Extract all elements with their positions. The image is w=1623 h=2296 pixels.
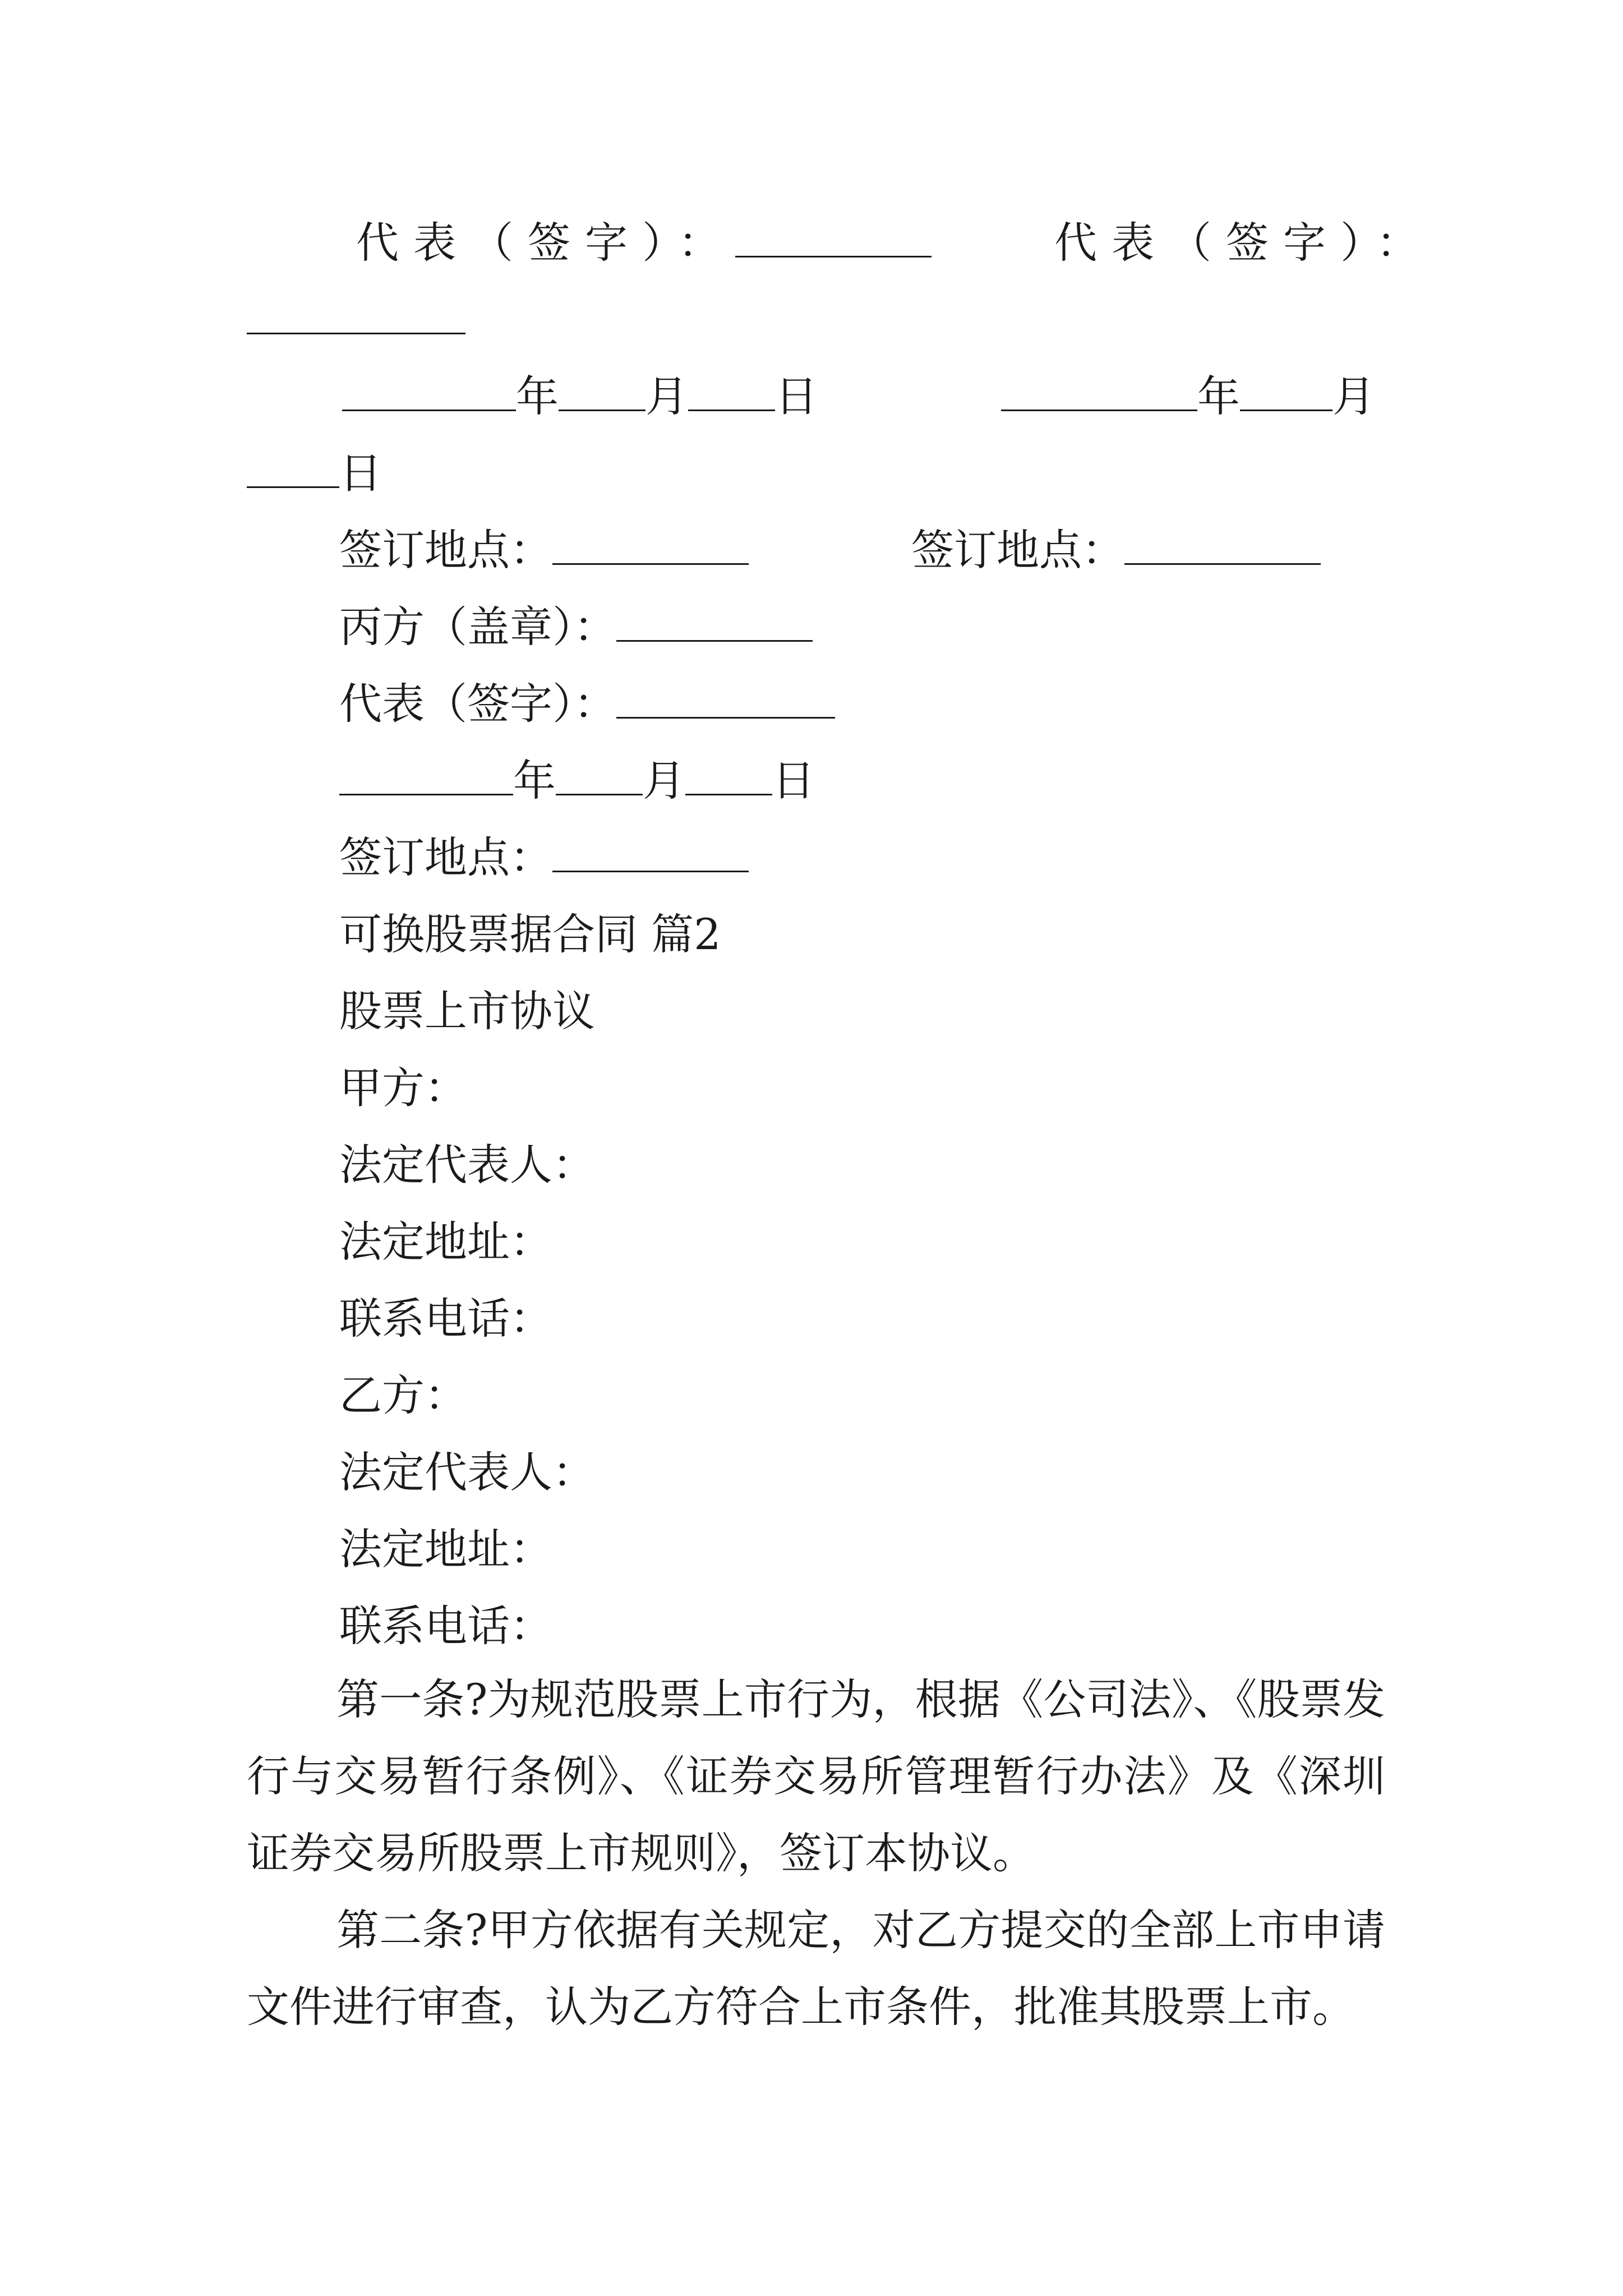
party-c-year-blank (339, 759, 513, 795)
party-c-place-blank (552, 836, 749, 872)
party-c-month-blank (556, 759, 643, 795)
party-a-legal-rep: 法定代表人： (339, 1140, 595, 1190)
party-a-phone: 联系电话： (339, 1294, 552, 1343)
article-2: 第二条?甲方依据有关规定，对乙方提交的全部上市申请文件进行审查，认为乙方符合上市条件，批准其股票上市。 (247, 1905, 1385, 2032)
day-label-right: 日 (339, 448, 382, 498)
party-b-address: 法定地址： (339, 1524, 552, 1574)
party-c-date-row (339, 750, 815, 812)
signature-row-1 (356, 212, 932, 274)
party-c-row (339, 596, 813, 658)
rep-label-left: 代表（签字）： (356, 218, 735, 268)
month-blank (559, 375, 645, 411)
month-label: 月 (645, 371, 688, 421)
party-b-label: 乙方： (339, 1370, 467, 1420)
party-c-year-label: 年 (513, 756, 556, 806)
party-c-month-label: 月 (643, 756, 685, 806)
day-blank (688, 375, 775, 411)
article-1: 第一条?为规范股票上市行为，根据《公司法》、《股票发行与交易暂行条例》、《证券交易所管理暂行办法》及《深圳证券交易所股票上市规则》，签订本协议。 (247, 1674, 1385, 1878)
party-b-legal-rep: 法定代表人： (339, 1447, 595, 1497)
party-c-rep-row (339, 673, 835, 735)
date-row-right-cont (247, 443, 382, 504)
place-blank-right (1124, 528, 1321, 565)
party-c-place-row (339, 827, 749, 889)
rep-blank-left (735, 221, 932, 257)
day-label: 日 (775, 371, 818, 421)
year-blank-right (1001, 375, 1197, 411)
party-a-label: 甲方： (339, 1063, 467, 1113)
place-blank-left (552, 528, 749, 565)
party-c-day-label: 日 (772, 756, 815, 806)
year-label-right: 年 (1197, 371, 1240, 421)
day-blank-right (247, 452, 339, 488)
signature-row-1-right (1054, 212, 1433, 274)
date-row-right (1001, 366, 1375, 427)
place-label-right: 签订地点： (911, 525, 1124, 575)
place-label-left: 签订地点： (339, 525, 552, 575)
year-label: 年 (516, 371, 559, 421)
party-a-address: 法定地址： (339, 1217, 552, 1267)
party-c-rep-blank (616, 682, 835, 719)
section-heading: 可换股票据合同 篇2 (339, 909, 721, 959)
month-label-right: 月 (1332, 371, 1375, 421)
party-c-rep-label: 代表（签字）： (339, 679, 616, 729)
party-b-phone: 联系电话： (339, 1601, 552, 1651)
rep-blank-right (247, 298, 465, 334)
party-c-label: 丙方（盖章）： (339, 602, 616, 652)
party-c-blank (616, 605, 813, 642)
rep-blank-right-wrap (247, 289, 465, 351)
party-c-day-blank (685, 759, 772, 795)
party-c-place-label: 签订地点： (339, 832, 552, 882)
date-row-left (342, 366, 818, 427)
rep-label-right: 代表（签字）： (1054, 218, 1433, 268)
agreement-title: 股票上市协议 (339, 986, 595, 1036)
month-blank-right (1240, 375, 1332, 411)
year-blank (342, 375, 516, 411)
place-row-left (339, 519, 749, 581)
place-row-right (911, 519, 1321, 581)
